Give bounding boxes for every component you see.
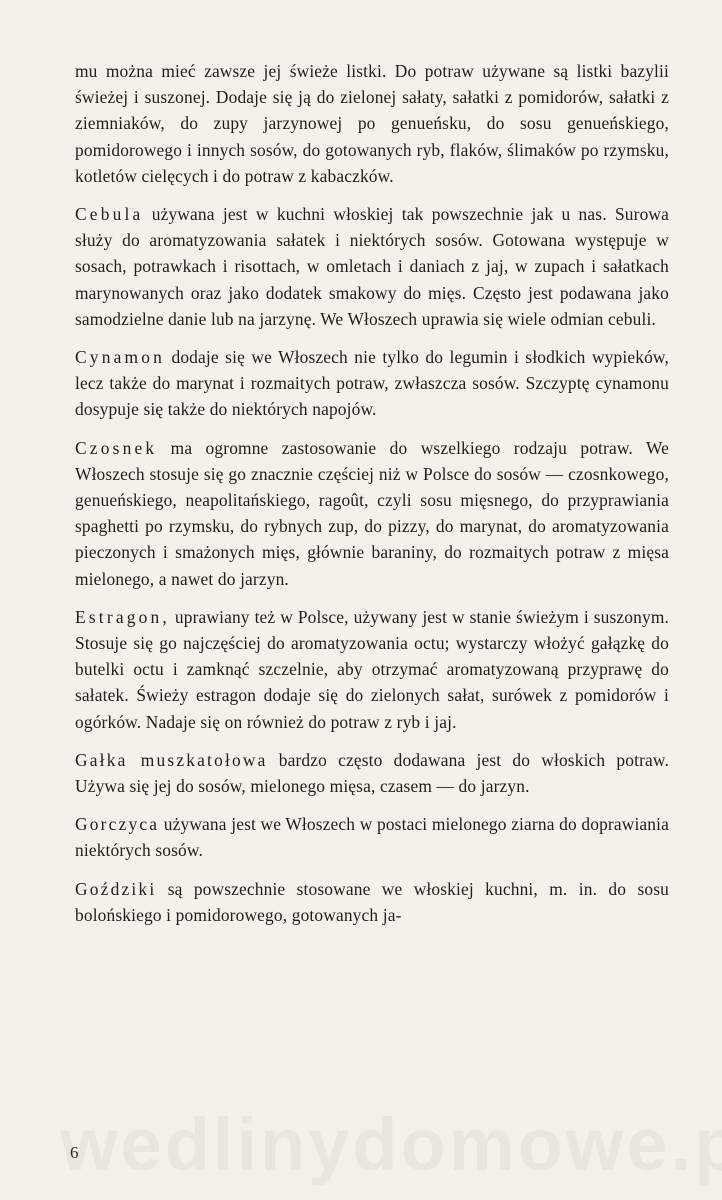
entry-term: Czosnek bbox=[75, 437, 158, 458]
paragraph-gorczyca bbox=[75, 811, 669, 863]
watermark bbox=[60, 1108, 700, 1182]
paragraph-body: bardzo często dodawana jest do włoskich potraw. Używa się jej do sosów, mielonego mięsa, czasem — do jarzyn. bbox=[75, 749, 669, 797]
paragraph-cynamon bbox=[75, 344, 669, 423]
entry-term: Gałka muszkatołowa bbox=[75, 749, 268, 770]
paragraph-body: ma ogromne zastosowanie do wszelkiego rodzaju potraw. We Włoszech stosuje się go znacznie częściej niż w Polsce do sosów — czosnkowego, genueńskiego, neapolitańskiego, ragoût, czyli sosu mięsnego, do przyprawiania spaghetti po rzymsku, do rybnych zup, do pizzy, do marynat, do aromatyzowania pieczonych i smażonych mięs, głównie baraniny, do rozmaitych potraw z mięsa mielonego, a nawet do jarzyn. bbox=[75, 437, 669, 589]
paragraph-bazylia-continued bbox=[75, 58, 669, 189]
paragraph-cebula bbox=[75, 201, 669, 332]
paragraph-czosnek bbox=[75, 435, 669, 592]
entry-term: Cebula bbox=[75, 204, 144, 225]
paragraph-body: używana jest we Włoszech w postaci mielonego ziarna do doprawiania niektórych sosów. bbox=[75, 814, 669, 861]
paragraph-body: uprawiany też w Polsce, używany jest w stanie świeżym i suszonym. Stosuje się go najczęściej do aromatyzowania octu; wystarczy włożyć gałązkę do butelki octu i zamknąć szczelnie, aby otrzymać aromatyzowaną przyprawę do sałatek. Świeży estragon dodaje się do zielonych sałat, surówek z pomidorów i ogórków. Nadaje się on również do potraw z ryb i jaj. bbox=[75, 606, 669, 732]
paragraph-galka-muszkatolowa bbox=[75, 747, 669, 799]
paragraph-body: mu można mieć zawsze jej świeże listki. Do potraw używane są listki bazylii świeżej i suszonej. Dodaje się ją do zielonej sałaty, sałatki z pomidorów, sałatki z ziemniaków, do zupy jarzynowej po genueńsku, do sosu genueńskiego, pomidorowego i innych sosów, do gotowanych ryb, flaków, ślimaków po rzymsku, kotletów cielęcych i do potraw z kabaczków. bbox=[75, 61, 669, 186]
paragraph-body: używana jest w kuchni włoskiej tak powszechnie jak u nas. Surowa służy do aromatyzowania sałatek i niektórych sosów. Gotowana występuje w sosach, potrawkach i risottach, w omletach i daniach z jaj, w zupach i sałatkach marynowanych oraz jako dodatek smakowy do mięs. Często jest podawana jako samodzielne danie lub na jarzynę. We Włoszech uprawia się wiele odmian cebuli. bbox=[75, 204, 669, 329]
paragraph-gozdziki bbox=[75, 876, 669, 928]
entry-term: Gorczyca bbox=[75, 814, 160, 835]
entry-term: Goździki bbox=[75, 878, 157, 899]
paragraph-estragon bbox=[75, 604, 669, 735]
paragraph-body: są powszechnie stosowane we włoskiej kuchni, m. in. do sosu bolońskiego i pomidorowego, gotowanych ja- bbox=[75, 878, 669, 925]
page-number: 6 bbox=[70, 1143, 79, 1162]
paragraph-body: dodaje się we Włoszech nie tylko do legumin i słodkich wypieków, lecz także do marynat i rozmaitych potraw, zwłaszcza sosów. Szczyptę cynamonu dosypuje się także do niektórych napojów. bbox=[75, 347, 669, 420]
entry-term: Cynamon bbox=[75, 347, 166, 368]
page-text bbox=[75, 58, 669, 940]
entry-term: Estragon, bbox=[75, 606, 170, 627]
